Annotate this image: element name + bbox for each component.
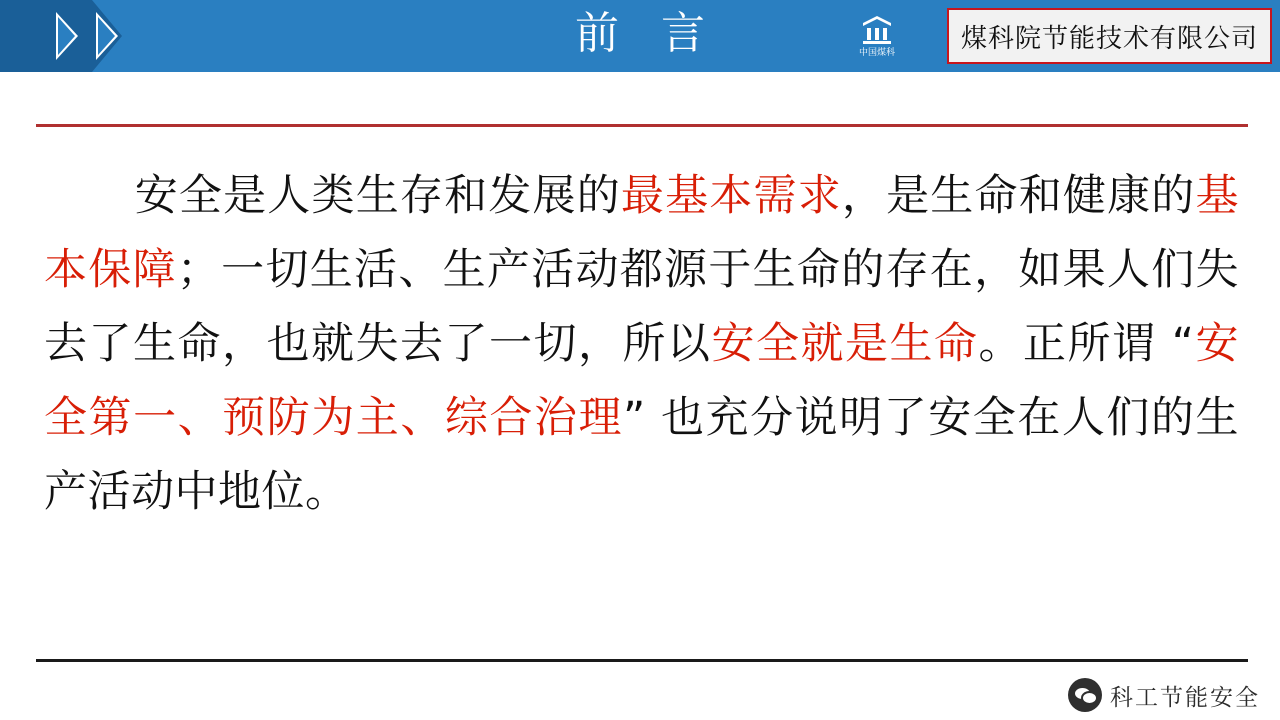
paragraph-text: 安全是人类生存和发展的	[134, 171, 621, 221]
page-title: 前 言	[575, 8, 719, 59]
paragraph-text: ；一切生活、生产活动都源于生命的存在，如果人们失去了生命，也就失去了一切，所以	[44, 244, 1240, 369]
brand-logo-label: 中国煤科	[858, 47, 895, 57]
company-name: 煤科院节能技术有限公司	[960, 23, 1258, 54]
footer-label: 科工节能安全	[1110, 684, 1260, 711]
paragraph-highlight: 安全第一、预防为主、综合治理	[44, 318, 1240, 443]
paragraph-text: ，是生命和健康的	[841, 171, 1196, 221]
paragraph-text: ” 也充分说明了安全在人们的生产活动中地位。	[44, 392, 1239, 517]
body-paragraph	[44, 160, 1239, 530]
paragraph-highlight: 最基本需求	[620, 171, 842, 221]
company-name-box	[947, 8, 1272, 64]
footer-watermark	[1068, 678, 1260, 712]
bottom-divider	[36, 659, 1248, 662]
paragraph-highlight: 安全就是生命	[711, 318, 979, 369]
paragraph-highlight: 基本保障	[44, 171, 1240, 295]
paragraph-text: 。正所谓 “	[978, 318, 1195, 369]
top-divider	[36, 124, 1248, 127]
slide-header	[0, 0, 1280, 72]
brand-logo	[846, 6, 908, 66]
wechat-icon	[1068, 678, 1102, 712]
coal-science-logo-icon	[857, 14, 897, 44]
